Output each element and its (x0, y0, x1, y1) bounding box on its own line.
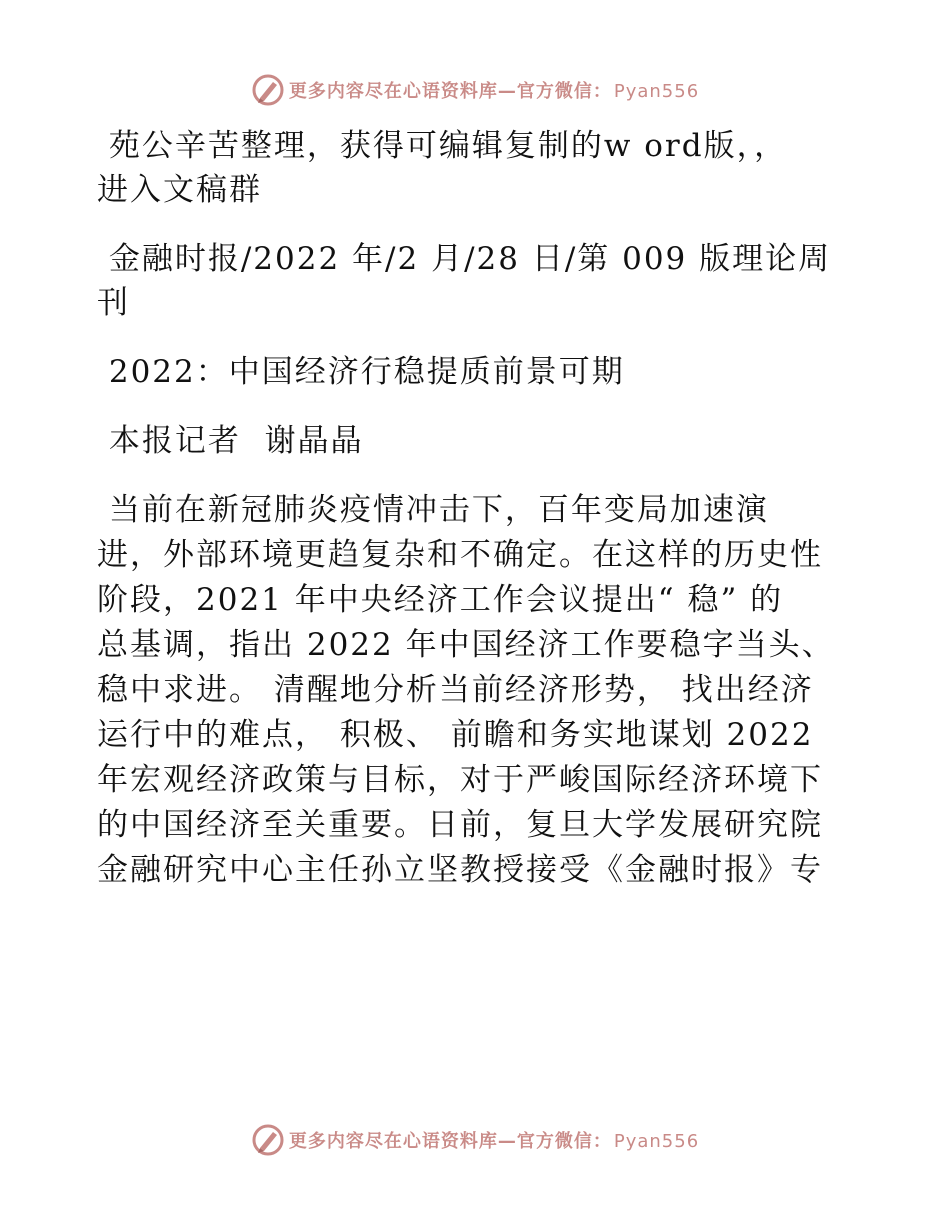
watermark-text: 更多内容尽在心语资料库—官方微信： Pyan556 (288, 1131, 700, 1152)
body-line: 当前在新冠肺炎疫情冲击下，百年变局加速演 (97, 492, 769, 528)
body-line: 运行中的难点， 积极、 前瞻和务实地谋划 2022 (97, 717, 814, 753)
intro-line: 苑公辛苦整理，获得可编辑复制的w ord版，， (97, 128, 788, 164)
watermark-text: 更多内容尽在心语资料库—官方微信： Pyan556 (288, 81, 700, 102)
body-line: 年宏观经济政策与目标，对于严峻国际经济环境下 (97, 762, 823, 798)
watermark-banner-bottom (0, 1120, 950, 1160)
body-line: 金融研究中心主任孙立坚教授接受《金融时报》专 (97, 852, 823, 888)
source-line: 刊 (97, 285, 130, 321)
byline: 本报记者 谢晶晶 (97, 423, 364, 459)
body-line: 总基调，指出 2022 年中国经济工作要稳字当头、 (97, 627, 835, 663)
pen-logo-icon (251, 1123, 285, 1157)
source-line: 金融时报/2022 年/2 月/28 日/第 009 版理论周 (97, 241, 832, 277)
body-paragraph (97, 488, 857, 893)
body-line: 稳中求进。 清醒地分析当前经济形势， 找出经济 (97, 672, 814, 708)
pen-logo-icon (251, 73, 285, 107)
document-page (97, 124, 857, 893)
headline: 2022：中国经济行稳提质前景可期 (97, 354, 625, 390)
body-line: 阶段，2021 年中央经济工作会议提出“ 稳” 的 (97, 582, 784, 618)
watermark-banner-top (0, 70, 950, 110)
body-line: 的中国经济至关重要。日前，复旦大学发展研究院 (97, 807, 823, 843)
intro-line: 进入文稿群 (97, 172, 262, 208)
body-line: 进，外部环境更趋复杂和不确定。在这样的历史性 (97, 537, 823, 573)
